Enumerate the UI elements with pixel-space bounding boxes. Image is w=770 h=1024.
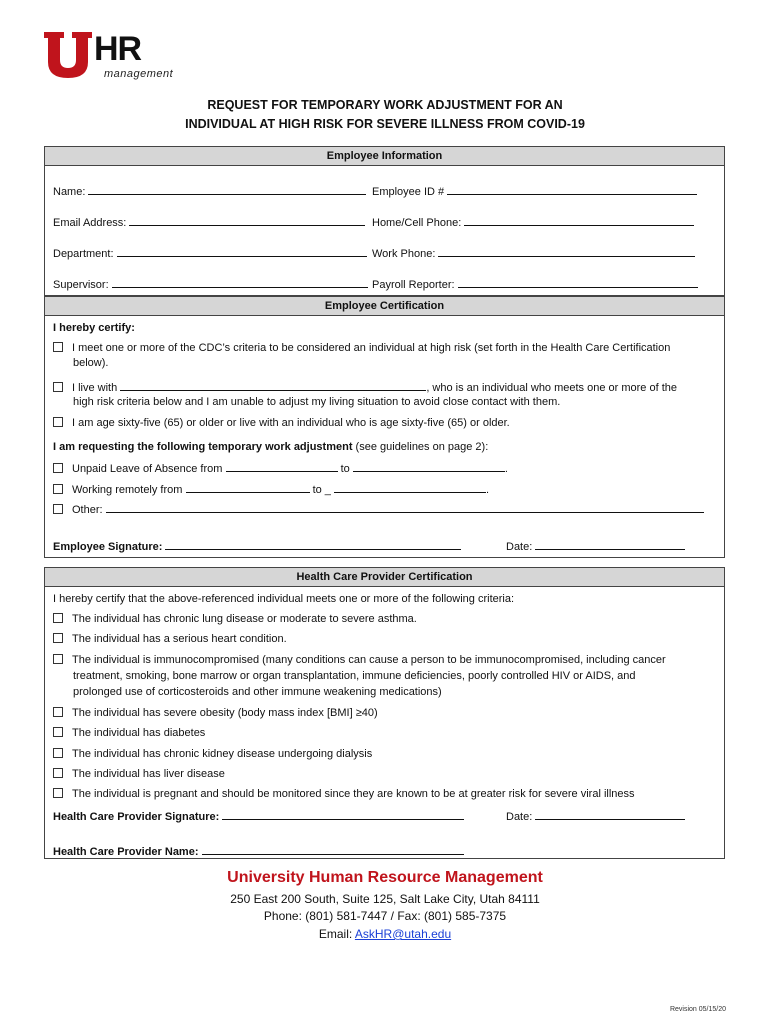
- phone-field[interactable]: [372, 214, 694, 230]
- email-field[interactable]: [53, 214, 365, 230]
- checkbox[interactable]: [53, 463, 63, 473]
- adjustment-other[interactable]: [53, 501, 704, 517]
- cert-option-age[interactable]: [53, 416, 510, 430]
- checkbox[interactable]: [53, 504, 63, 514]
- criteria-immunocompromised-text: The individual is immunocompromised (many conditions can cause a person to be immunocompromised, including cancer: [72, 654, 666, 666]
- supervisor-field[interactable]: [53, 276, 368, 292]
- payroll-reporter-label: Payroll Reporter:: [372, 279, 455, 291]
- revision-date: Revision 05/15/20: [669, 1006, 726, 1013]
- department-input-line[interactable]: [117, 245, 367, 257]
- hcp-name-input-line[interactable]: [202, 843, 464, 855]
- hcp-date-input-line[interactable]: [535, 808, 685, 820]
- cert-option-live-with[interactable]: [53, 379, 677, 395]
- checkbox[interactable]: [53, 707, 63, 717]
- department-label: Department:: [53, 248, 114, 260]
- uhr-logo: [42, 30, 172, 90]
- cert-option-live-with-text2: , who is an individual who meets one or more of the: [426, 382, 678, 394]
- logo-management-text: management: [104, 68, 174, 80]
- adjustment-unpaid-leave-text: Unpaid Leave of Absence from: [72, 463, 223, 475]
- criteria-heart-condition-text: The individual has a serious heart condition.: [72, 633, 287, 645]
- employee-id-field[interactable]: [372, 183, 697, 199]
- requesting-label-rest: (see guidelines on page 2):: [352, 441, 489, 453]
- hcp-signature-field[interactable]: [53, 808, 464, 824]
- checkbox[interactable]: [53, 342, 63, 352]
- cert-option-live-with-cont: high risk criteria below and I am unable to adjust my living situation to avoid close contact with them.: [73, 396, 561, 408]
- remote-to-input-line[interactable]: [334, 481, 486, 493]
- criteria-liver-disease[interactable]: [53, 767, 225, 781]
- criteria-heart-condition[interactable]: [53, 632, 287, 646]
- hcp-date-label: Date:: [506, 811, 533, 823]
- footer-phone: Phone: (801) 581-7447 / Fax: (801) 585-7375: [263, 909, 507, 923]
- form-title-line1: REQUEST FOR TEMPORARY WORK ADJUSTMENT FOR AN: [207, 98, 563, 112]
- checkbox[interactable]: [53, 417, 63, 427]
- department-field[interactable]: [53, 245, 367, 261]
- checkbox[interactable]: [53, 748, 63, 758]
- cert-option-high-risk-cont: below).: [73, 357, 109, 369]
- employee-date-field[interactable]: [506, 538, 685, 554]
- criteria-lung-disease[interactable]: [53, 612, 417, 626]
- hcp-certification-header: Health Care Provider Certification: [45, 568, 724, 587]
- hcp-date-field[interactable]: [506, 808, 685, 824]
- footer-org-name: University Human Resource Management: [227, 869, 543, 886]
- criteria-diabetes[interactable]: [53, 726, 205, 740]
- cert-option-high-risk-text: I meet one or more of the CDC’s criteria to be considered an individual at high risk (set forth in the Health Care Certification: [72, 342, 671, 354]
- checkbox[interactable]: [53, 484, 63, 494]
- cert-option-high-risk[interactable]: [53, 341, 670, 355]
- criteria-diabetes-text: The individual has diabetes: [72, 727, 206, 739]
- employee-information-header: Employee Information: [45, 147, 724, 166]
- phone-label: Home/Cell Phone:: [372, 217, 462, 229]
- logo-hr-text: HR: [94, 30, 142, 68]
- form-title-line2: INDIVIDUAL AT HIGH RISK FOR SEVERE ILLNESS FROM COVID-19: [185, 117, 585, 131]
- footer-address: 250 East 200 South, Suite 125, Salt Lake City, Utah 84111: [230, 892, 540, 906]
- checkbox[interactable]: [53, 654, 63, 664]
- unpaid-leave-to-input-line[interactable]: [353, 460, 505, 472]
- employee-certification-header: Employee Certification: [45, 297, 724, 316]
- unpaid-leave-from-input-line[interactable]: [226, 460, 338, 472]
- hcp-intro: I hereby certify that the above-referenced individual meets one or more of the following criteria:: [53, 593, 515, 605]
- hcp-name-label: Health Care Provider Name:: [53, 846, 199, 858]
- checkbox[interactable]: [53, 633, 63, 643]
- unpaid-leave-to-label: to: [340, 463, 350, 475]
- employee-date-input-line[interactable]: [535, 538, 685, 550]
- adjustment-unpaid-leave[interactable]: Unpaid Leave of Absence from to .: [53, 460, 508, 476]
- criteria-liver-disease-text: The individual has liver disease: [72, 768, 225, 780]
- work-phone-label: Work Phone:: [372, 248, 436, 260]
- adjustment-working-remotely[interactable]: Working remotely from to _ .: [53, 481, 489, 497]
- checkbox[interactable]: [53, 613, 63, 623]
- employee-signature-label: Employee Signature:: [53, 541, 163, 553]
- criteria-severe-obesity-text: The individual has severe obesity (body mass index [BMI] ≥40): [72, 707, 378, 719]
- live-with-input-line[interactable]: [120, 379, 426, 391]
- criteria-pregnant-text: The individual is pregnant and should be monitored since they are known to be at greater risk for severe viral illness: [72, 788, 635, 800]
- cert-option-age-text: I am age sixty-five (65) or older or live with an individual who is age sixty-five (65) or older.: [72, 417, 510, 429]
- employee-signature-input-line[interactable]: [165, 538, 461, 550]
- hcp-signature-label: Health Care Provider Signature:: [53, 811, 220, 823]
- adjustment-other-text: Other:: [72, 504, 103, 516]
- footer-email: [0, 925, 770, 943]
- email-link[interactable]: AskHR@utah.edu: [354, 927, 452, 941]
- criteria-pregnant[interactable]: [53, 787, 635, 801]
- requesting-label-bold: I am requesting the following temporary work adjustment: [53, 441, 353, 453]
- email-input-line[interactable]: [129, 214, 365, 226]
- footer-email-label: Email:: [318, 927, 355, 941]
- criteria-kidney-disease[interactable]: [53, 747, 372, 761]
- email-label: Email Address:: [53, 217, 127, 229]
- hcp-name-field[interactable]: [53, 843, 464, 859]
- other-input-line[interactable]: [106, 501, 704, 513]
- criteria-lung-disease-text: The individual has chronic lung disease or moderate to severe asthma.: [72, 613, 417, 625]
- payroll-reporter-input-line[interactable]: [458, 276, 698, 288]
- employee-id-label: Employee ID #: [372, 186, 445, 198]
- certify-label: I hereby certify:: [53, 322, 135, 334]
- hcp-signature-input-line[interactable]: [222, 808, 464, 820]
- phone-input-line[interactable]: [464, 214, 694, 226]
- supervisor-label: Supervisor:: [53, 279, 109, 291]
- criteria-immunocompromised-cont2: prolonged use of corticosteroids and other immune weakening medications): [73, 686, 442, 698]
- employee-signature-field[interactable]: [53, 538, 461, 554]
- criteria-severe-obesity[interactable]: [53, 706, 378, 720]
- remote-from-input-line[interactable]: [186, 481, 310, 493]
- work-phone-field[interactable]: [372, 245, 695, 261]
- criteria-immunocompromised-cont1: treatment, smoking, bone marrow or organ transplantation, immune deficiencies, poorly controlled HIV or AIDS, and: [73, 670, 636, 682]
- checkbox[interactable]: [53, 727, 63, 737]
- checkbox[interactable]: [53, 382, 63, 392]
- name-field[interactable]: [53, 183, 366, 199]
- u-logo-icon: [42, 30, 94, 80]
- checkbox[interactable]: [53, 788, 63, 798]
- supervisor-input-line[interactable]: [112, 276, 368, 288]
- criteria-kidney-disease-text: The individual has chronic kidney disease undergoing dialysis: [72, 748, 373, 760]
- name-label: Name:: [53, 186, 86, 198]
- payroll-reporter-field[interactable]: [372, 276, 698, 292]
- cert-option-live-with-text: I live with: [72, 382, 118, 394]
- criteria-immunocompromised[interactable]: [53, 653, 666, 667]
- work-phone-input-line[interactable]: [438, 245, 695, 257]
- checkbox[interactable]: [53, 768, 63, 778]
- remote-to-label: to _: [312, 484, 331, 496]
- name-input-line[interactable]: [88, 183, 366, 195]
- employee-date-label: Date:: [506, 541, 533, 553]
- adjustment-working-remotely-text: Working remotely from: [72, 484, 183, 496]
- employee-id-input-line[interactable]: [447, 183, 697, 195]
- requesting-label: [53, 440, 488, 454]
